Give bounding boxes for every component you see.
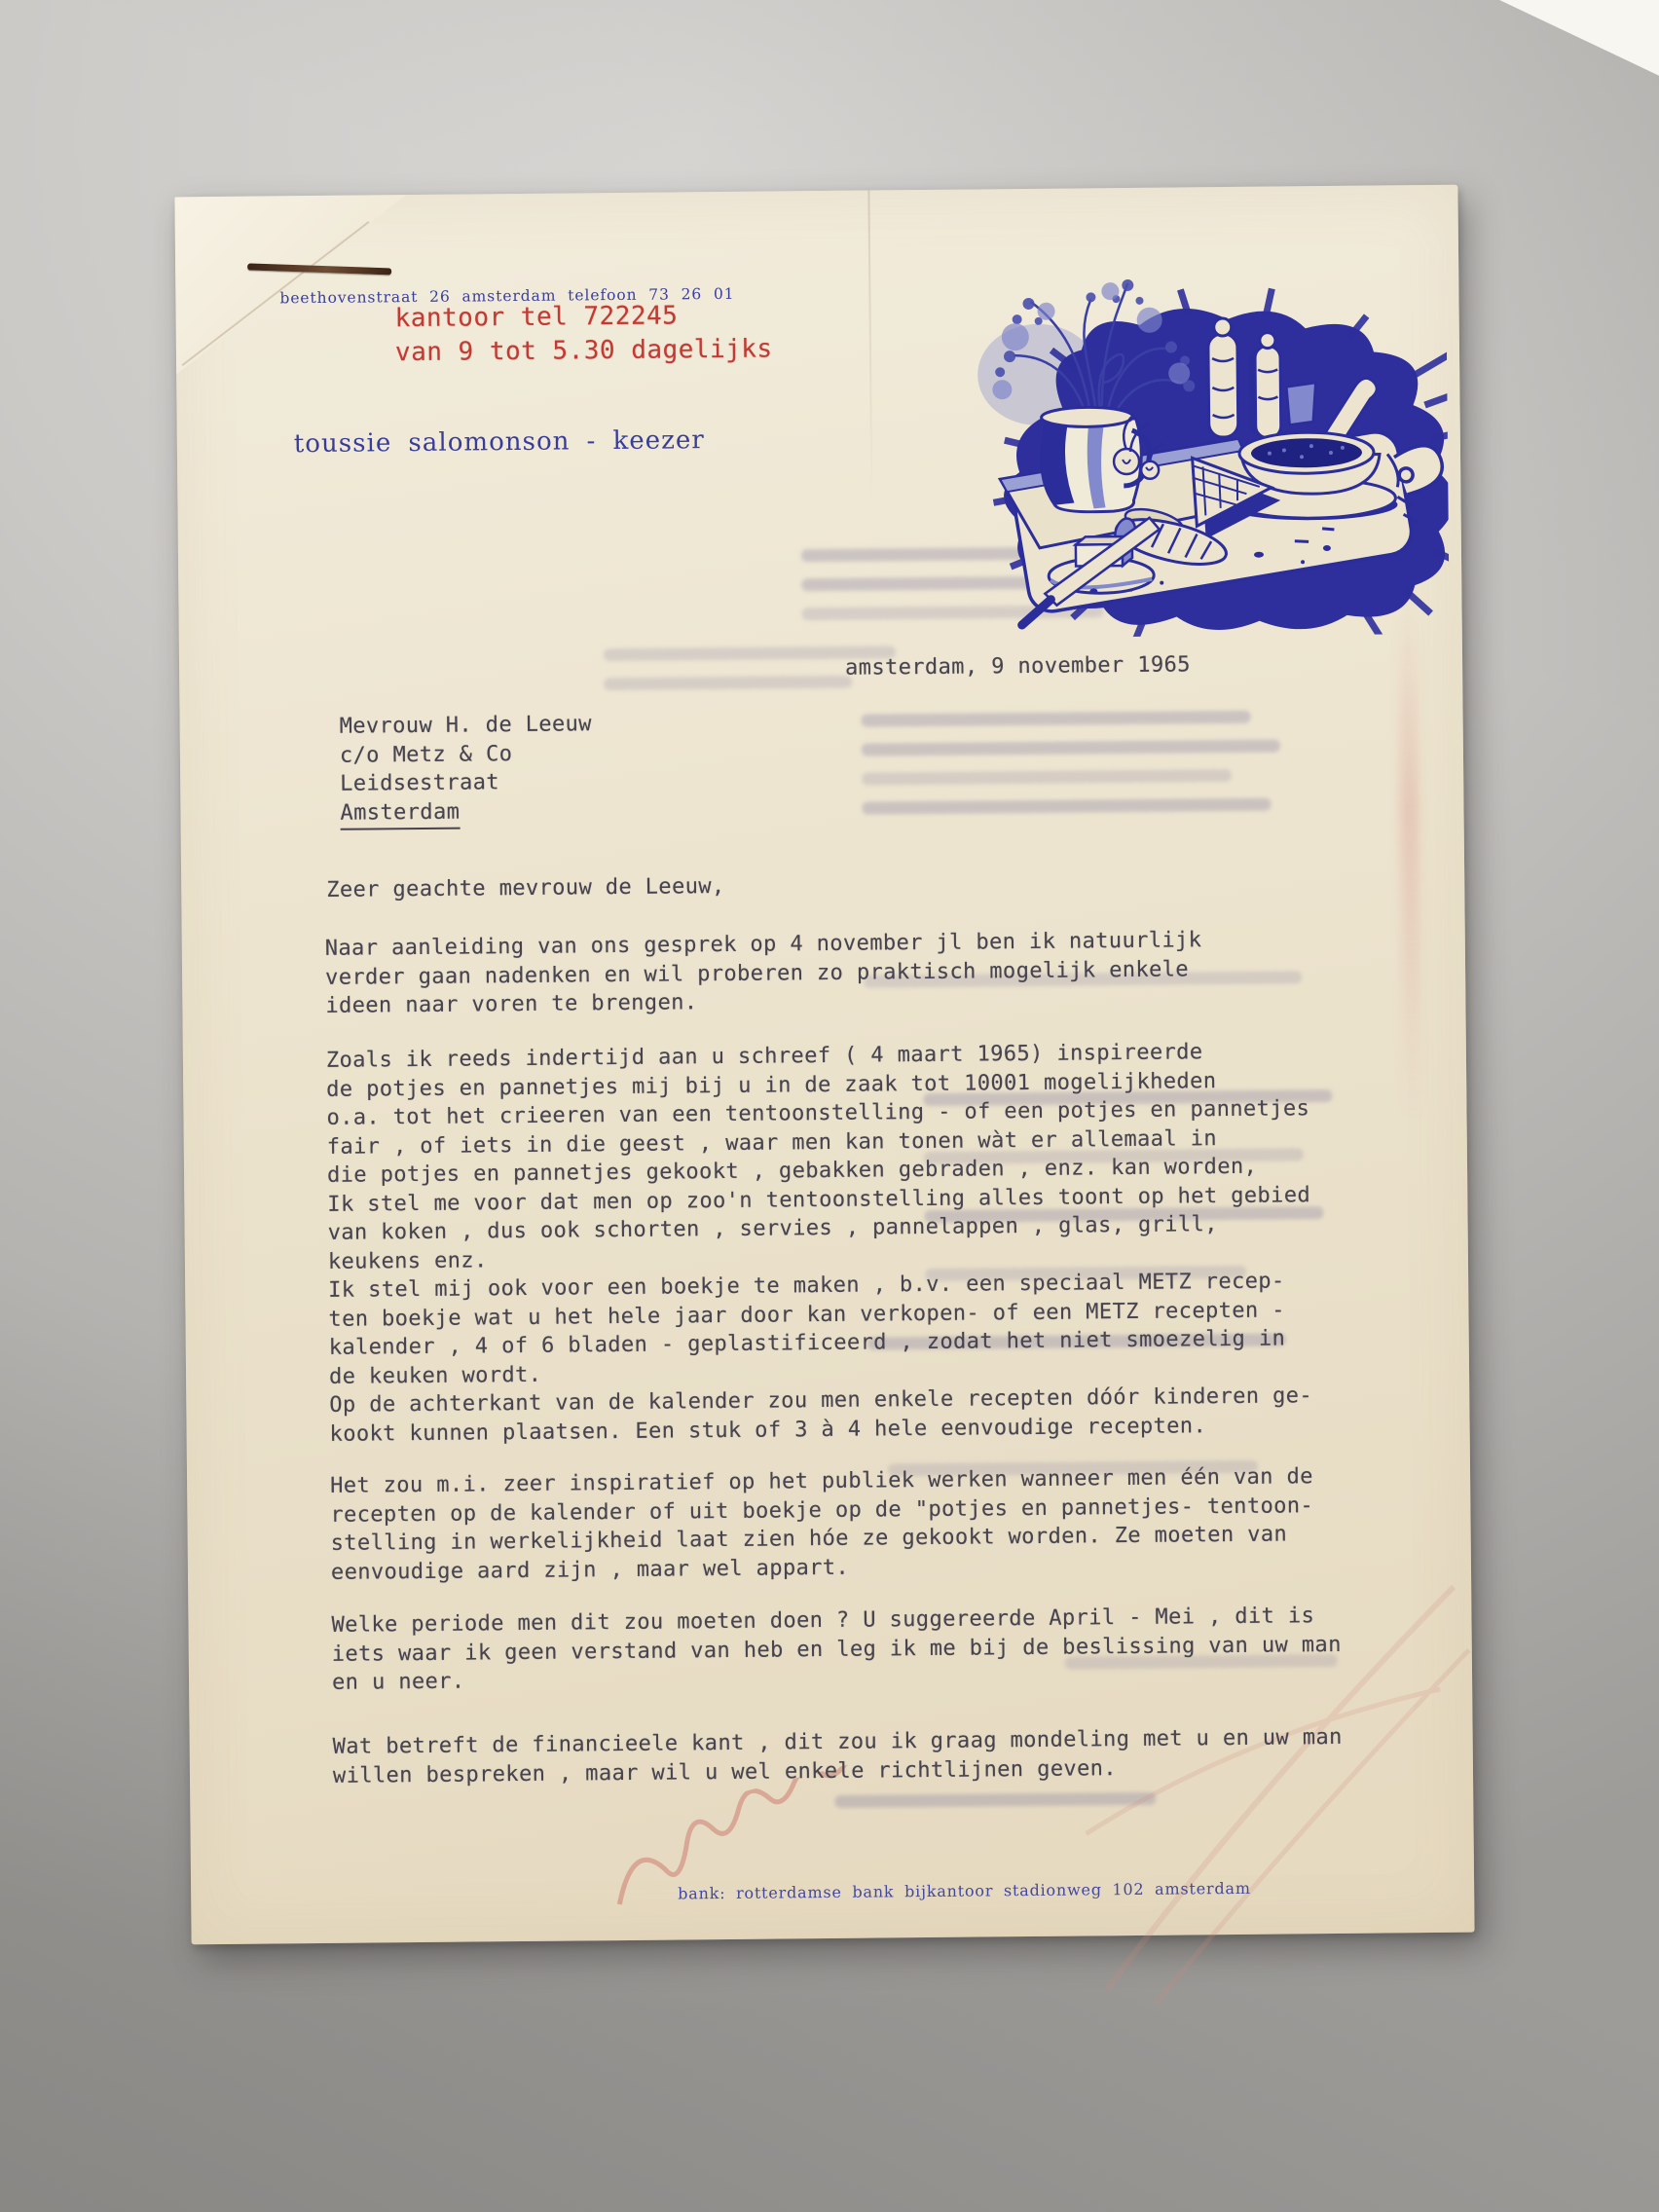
recipient-line: Mevrouw H. de Leeuw: [339, 712, 593, 739]
office-hours-line: van 9 tot 5.30 dagelijks: [394, 334, 773, 368]
recipient-line: c/o Metz & Co: [339, 741, 513, 768]
recipient-line: Leidsestraat: [340, 770, 500, 796]
paper-corner-fold: [174, 195, 408, 374]
bleed-through-line: [604, 676, 852, 690]
paper-vertical-crease: [867, 191, 872, 502]
letterhead-address: beethovenstraat 26 amsterdam telefoon 73 26 01: [279, 284, 735, 308]
background-sheet-corner: [1469, 0, 1659, 102]
recipient-address: [340, 710, 593, 830]
recipient-line: Amsterdam: [340, 797, 460, 830]
kitchen-still-life-illustration: [944, 259, 1450, 639]
letter-paper: [174, 185, 1474, 1945]
red-bleed-streak: [1397, 604, 1421, 1120]
bleed-through-line: [862, 798, 1271, 815]
body-paragraph-1: Naar aanleiding van ons gesprek op 4 november jl ben ik natuurlijk verder gaan nadenken en wil proberen zo praktisch mogelijk enkele ideen naar voren te brengen.: [324, 928, 1202, 1018]
date-line: amsterdam, 9 november 1965: [844, 652, 1191, 681]
body-paragraph-4: Welke periode men dit zou moeten doen ? U suggereerde April - Mei , dit is iets waar ik geen verstand van heb en leg ik me bij de beslissing van uw man en u neer.: [331, 1604, 1342, 1695]
sender-name: toussie salomonson - keezer: [293, 425, 705, 460]
bank-footer-line: bank: rotterdamse bank bijkantoor stadionweg 102 amsterdam: [678, 1878, 1251, 1903]
bleed-through-line: [862, 711, 1251, 727]
body-paragraph-3: Het zou m.i. zeer inspiratief op het publiek werken wanneer men één van de recepten op de kalender of uit boekje op de "potjes en pannetjes- tentoon- stelling in werkelijkheid laat zien hóe ze gekookt worden. Ze moeten van eenvoudige aard zijn , maar wel appart.: [330, 1464, 1314, 1585]
salutation: Zeer geachte mevrouw de Leeuw,: [326, 873, 725, 903]
body-paragraph-5: Wat betreft de financieele kant , dit zou ik graag mondeling met u en uw man willen bespreken , maar wil u wel enkele richtlijnen geven.: [332, 1724, 1343, 1788]
office-phone-line: kantoor tel 722245: [394, 301, 679, 334]
bleed-through-line: [862, 739, 1280, 756]
bleed-through-line: [862, 769, 1232, 786]
body-paragraph-2: Zoals ik reeds indertijd aan u schreef ( 4 maart 1965) inspireerde de potjes en pannetjes mij bij u in de zaak tot 10001 mogelijkheden o.a. tot het crieeren van een tentoonstelling - of een potjes en pannetjes fair , of iets in die geest , waar men kan tonen wàt er allemaal in die potjes en pannetjes gekookt , gebakken gebraden , enz. kan worden, Ik stel me voor dat men op zoo'n tentoonstelling alles toont op het gebied van koken , dus ook schorten , servies , pannelappen , glas, grill, keukens enz. Ik stel mij ook voor een boekje te maken , b.v. een speciaal METZ recep- ten boekje wat u het hele jaar door kan verkopen- of een METZ recepten - kalender , 4 of 6 bladen - geplastificeerd , zodat het niet smoezelig in de keuken wordt. Op de achterkant van de kalender zou men enkele recepten dóór kinderen ge- kookt kunnen plaatsen. Een stuk of 3 à 4 hele eenvoudige recepten.: [325, 1040, 1313, 1447]
